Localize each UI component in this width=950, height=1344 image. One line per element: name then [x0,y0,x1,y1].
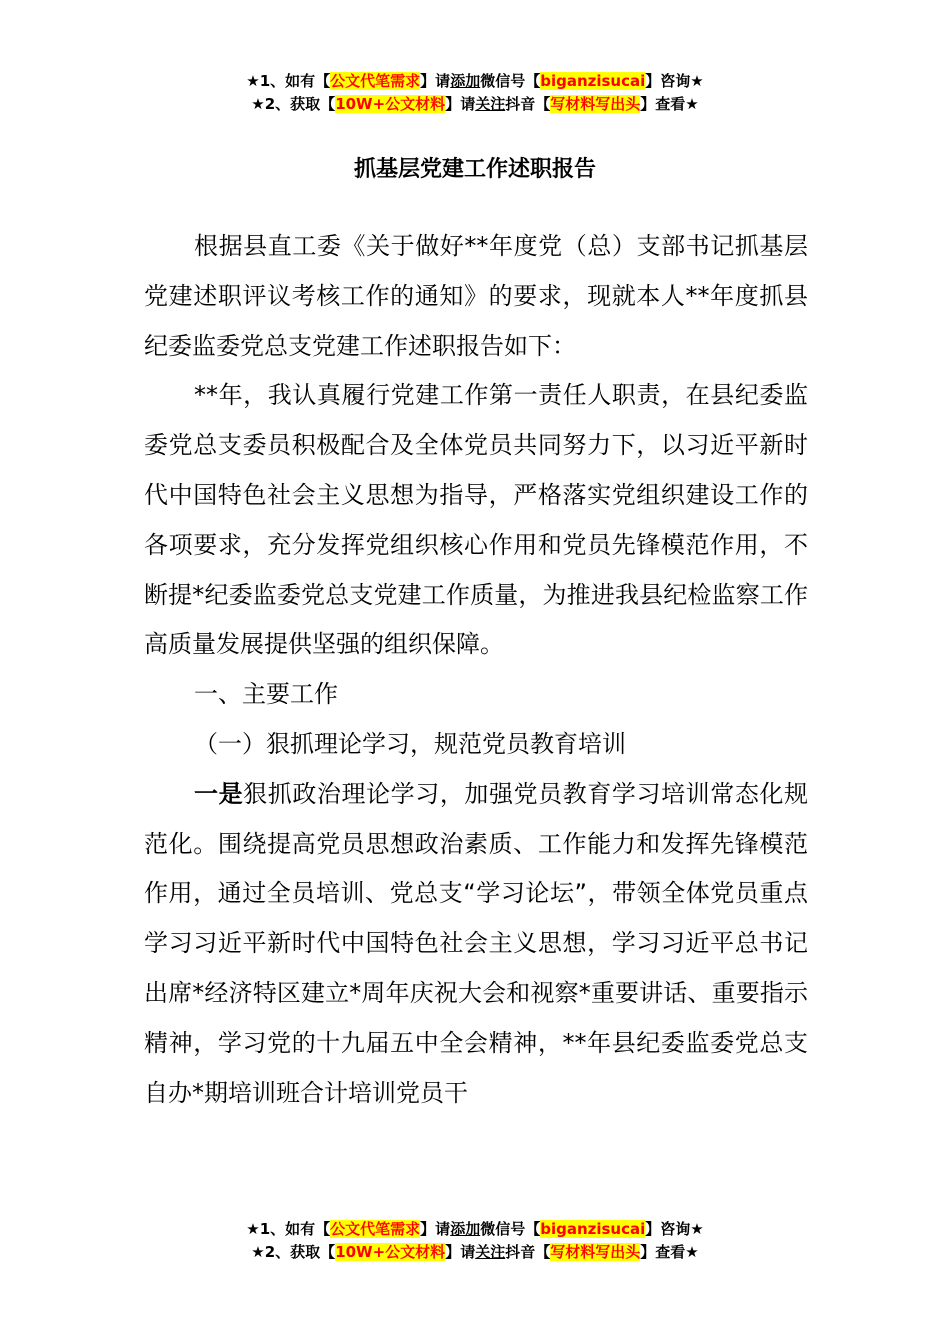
promo-line-1 [0,70,950,93]
highlight-badge: 10W+公文材料 [335,1243,446,1261]
promo-text: 】请 [445,95,476,113]
paragraph: 根据县直工委《关于做好**年度党（总）支部书记抓基层党建述职评议考核工作的通知》的要求，现就本人**年度抓县纪委监委党总支党建工作述职报告如下： [144,232,808,360]
promo-line-1 [0,1218,950,1241]
section-heading: 一、主要工作 [194,680,338,709]
paragraph [144,770,808,1119]
underlined-text: 关注 [475,1243,506,1261]
promo-line-2 [0,93,950,116]
promo-line-2 [0,1241,950,1264]
underlined-text: 添加 [450,72,481,90]
underlined-text: 关注 [475,95,506,113]
promo-text: ★2、获取【 [251,1243,336,1261]
promo-text: 】咨询★ [645,1220,704,1238]
document-body [144,222,808,1118]
promo-text: ★1、如有【 [246,72,331,90]
highlight-badge: 写材料写出头 [550,1243,641,1261]
highlight-badge: 10W+公文材料 [335,95,446,113]
highlight-badge: 写材料写出头 [550,95,641,113]
promo-text: 】请 [420,1220,451,1238]
promo-text: 抖音【 [505,1243,551,1261]
underlined-text: 添加 [450,1220,481,1238]
paragraph-text: 狠抓政治理论学习，加强党员教育学习培训常态化规范化。围绕提高党员思想政治素质、工作能力和发挥先锋模范作用，通过全员培训、党总支“学习论坛”，带领全体党员重点学习习近平新时代中国特色社会主义思想，学习习近平总书记出席*经济特区建立*周年庆祝大会和视察*重要讲话、重要指示精神，学习党的十九届五中全会精神，**年县纪委监委党总支自办*期培训班合计培训党员干 [144,779,809,1107]
promo-text: ★1、如有【 [246,1220,331,1238]
paragraph: **年，我认真履行党建工作第一责任人职责，在县纪委监委党总支委员积极配合及全体党员共同努力下，以习近平新时代中国特色社会主义思想为指导，严格落实党组织建设工作的各项要求，充分发挥党组织核心作用和党员先锋模范作用，不断提*纪委监委党总支党建工作质量，为推进我县纪检监察工作高质量发展提供坚强的组织保障。 [144,381,808,659]
promo-text: 】查看★ [640,95,699,113]
promo-text: ★2、获取【 [251,95,336,113]
promo-text: 】请 [420,72,451,90]
promo-text: 微信号【 [480,72,541,90]
promo-text: 微信号【 [480,1220,541,1238]
promo-banner-top [0,70,950,116]
promo-banner-bottom [0,1218,950,1264]
highlight-badge: 公文代笔需求 [330,1220,421,1238]
document-title: 抓基层党建工作述职报告 [353,157,596,182]
highlight-badge: biganzisucai [540,72,646,90]
paragraph-lead: 一是 [194,779,244,808]
promo-text: 抖音【 [505,95,551,113]
highlight-badge: 公文代笔需求 [330,72,421,90]
promo-text: 】请 [445,1243,476,1261]
promo-text: 】咨询★ [645,72,704,90]
subsection-heading: （一）狠抓理论学习，规范党员教育培训 [194,729,626,758]
highlight-badge: biganzisucai [540,1220,646,1238]
promo-text: 】查看★ [640,1243,699,1261]
